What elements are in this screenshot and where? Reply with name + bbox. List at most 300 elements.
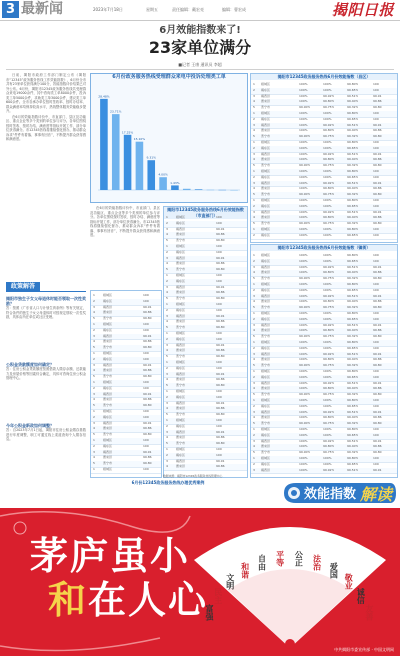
table-cell: 5 bbox=[253, 105, 255, 110]
section-title: 最新闻 bbox=[21, 1, 63, 17]
table-cell: 惠来县 bbox=[176, 290, 186, 295]
table-cell: 100% bbox=[299, 369, 308, 373]
table-cell: 99.80 bbox=[373, 163, 382, 168]
table-cell: 99.91 bbox=[216, 313, 225, 318]
table-cell: 99.91 bbox=[373, 380, 382, 385]
table-cell: 100 bbox=[373, 140, 379, 144]
table-cell: 99.90% bbox=[299, 450, 311, 455]
table-cell: 3 bbox=[166, 342, 168, 347]
table-cell: 99.90% bbox=[299, 134, 311, 139]
table-cell: 榕城区 bbox=[261, 82, 271, 86]
table-cell: 100% bbox=[299, 467, 308, 472]
table-cell: 99.91 bbox=[373, 122, 382, 127]
table-cell: 2 bbox=[93, 327, 95, 332]
table-cell: 99.40% bbox=[347, 128, 359, 133]
table-cell: 揭东区 bbox=[176, 249, 186, 254]
table-cell: 4 bbox=[253, 299, 255, 304]
table-cell: 100 bbox=[216, 278, 222, 283]
table-cell: 榕城区 bbox=[176, 331, 186, 335]
table-cell: 99.80 bbox=[373, 134, 382, 139]
table-cell: 3 bbox=[166, 429, 168, 434]
chart-bar bbox=[124, 135, 132, 190]
table-cell: 1 bbox=[253, 456, 255, 460]
table-cell: 揭东区 bbox=[261, 258, 271, 263]
table-cell: 99.80% bbox=[347, 111, 359, 115]
table-cell: 5 bbox=[253, 163, 255, 168]
table-cell: 5 bbox=[93, 461, 95, 466]
table-cell: 榕城区 bbox=[103, 293, 113, 297]
table-title: 揭阳市12345政务服务热线6月份效能指数（县区） bbox=[251, 74, 397, 80]
table-cell: 99.91 bbox=[216, 342, 225, 347]
table-cell: 揭东区 bbox=[176, 307, 186, 312]
chart-data-label: 1.43% bbox=[170, 180, 180, 185]
table-cell: 99.80 bbox=[373, 305, 382, 310]
table-cell: 99.51% bbox=[347, 151, 359, 156]
table-cell: 2 bbox=[166, 220, 168, 225]
table-cell: 5 bbox=[253, 363, 255, 368]
table-cell: 2 bbox=[253, 374, 255, 379]
table-cell: 普宁市 bbox=[261, 421, 271, 426]
table-cell: 99.91 bbox=[373, 438, 382, 443]
table-cell: 2 bbox=[253, 403, 255, 408]
table-cell: 100 bbox=[216, 249, 222, 254]
table-cell: 100 bbox=[216, 215, 222, 219]
table-cell: 99.51% bbox=[347, 180, 359, 185]
table-cell: 揭西县 bbox=[103, 391, 113, 396]
table-cell: 99.92% bbox=[323, 180, 335, 185]
table-cell: 2 bbox=[253, 461, 255, 466]
table-cell: 99.80 bbox=[373, 221, 382, 226]
table-cell: 99.65% bbox=[347, 432, 359, 437]
table-cell: 普宁市 bbox=[261, 305, 271, 310]
table-cell: 3 bbox=[253, 438, 255, 443]
table-cell: 3 bbox=[253, 351, 255, 356]
table-cell: 99.32% bbox=[347, 192, 359, 197]
table-cell: 1 bbox=[166, 244, 168, 248]
table-cell: 100 bbox=[143, 385, 149, 390]
table-cell: 99.65% bbox=[347, 345, 359, 350]
qa-tag-rule bbox=[6, 291, 86, 292]
table-cell: 5 bbox=[166, 412, 168, 417]
table-cell: 榕城区 bbox=[176, 244, 186, 248]
ad-slogan-line1: 茅庐虽小 bbox=[30, 534, 191, 578]
table-cell: 揭东区 bbox=[261, 403, 271, 408]
table-cell: 99.75% bbox=[323, 305, 335, 310]
table-cell: 100 bbox=[373, 203, 379, 208]
table-cell: 100 bbox=[143, 327, 149, 332]
table-cell: 100% bbox=[299, 82, 308, 86]
table-cell: 揭东区 bbox=[103, 298, 113, 303]
table-cell: 99.75% bbox=[323, 163, 335, 168]
table-cell: 100% bbox=[323, 258, 332, 263]
table-cell: 99.92% bbox=[323, 209, 335, 214]
table-cell: 揭西县 bbox=[261, 264, 271, 269]
table-cell: 3 bbox=[166, 226, 168, 231]
table-cell: 榕城区 bbox=[261, 198, 271, 202]
table-cell: 榕城区 bbox=[261, 253, 271, 257]
table-cell: 100% bbox=[299, 169, 308, 173]
table-cell: 3 bbox=[253, 93, 255, 98]
table-cell: 揭西县 bbox=[176, 284, 186, 289]
table-cell: 100% bbox=[299, 111, 308, 115]
table-cell: 5 bbox=[253, 221, 255, 226]
table-cell: 100 bbox=[373, 345, 379, 350]
table-cell: 揭西县 bbox=[261, 409, 271, 414]
table-cell: 4 bbox=[166, 261, 168, 266]
table-cell: 5 bbox=[253, 134, 255, 139]
table-cell: 揭东区 bbox=[176, 336, 186, 341]
table-cell: 99.32% bbox=[347, 363, 359, 368]
table-cell: 2 bbox=[253, 232, 255, 237]
table-cell: 100 bbox=[143, 467, 149, 471]
table-cell: 100% bbox=[299, 151, 308, 156]
table-cell: 99.92% bbox=[323, 293, 335, 298]
table-cell: 99.86 bbox=[143, 455, 152, 460]
fan-word: 友善 bbox=[364, 604, 375, 621]
table-cell: 普宁市 bbox=[103, 345, 113, 350]
table-cell: 揭西县 bbox=[176, 226, 186, 231]
table-cell: 100% bbox=[323, 140, 332, 144]
table-cell: 1 bbox=[166, 215, 168, 219]
table-cell: 99.80 bbox=[143, 374, 152, 379]
table-cell: 3 bbox=[166, 284, 168, 289]
table-cell: 3 bbox=[166, 255, 168, 260]
table-cell: 榕城区 bbox=[261, 111, 271, 115]
qa-question: 公积金贷款额度如何确定？ bbox=[6, 362, 54, 367]
table-cell: 99.91 bbox=[373, 322, 382, 327]
table-cell: 100 bbox=[373, 253, 379, 257]
table-cell: 100% bbox=[299, 186, 308, 191]
table-cell: 揭东区 bbox=[261, 116, 271, 121]
table-cell: 揭东区 bbox=[103, 443, 113, 448]
table-cell: 1 bbox=[253, 253, 255, 257]
table-cell: 100 bbox=[216, 273, 222, 277]
fan-word: 民主 bbox=[213, 587, 224, 604]
table-cell: 惠来县 bbox=[103, 310, 113, 315]
table-cell: 揭东区 bbox=[261, 374, 271, 379]
table-cell: 100 bbox=[373, 427, 379, 431]
table-cell: 99.92% bbox=[323, 351, 335, 356]
table-cell: 99.90% bbox=[299, 363, 311, 368]
table-cell: 惠来县 bbox=[103, 368, 113, 373]
table-cell: 100 bbox=[373, 198, 379, 202]
table-cell: 榕城区 bbox=[261, 169, 271, 173]
table-cell: 99.80% bbox=[347, 140, 359, 144]
table-cell: 揭东区 bbox=[261, 87, 271, 92]
headline-byline: ■记者 王康 通讯员 李超 bbox=[178, 62, 222, 67]
table-cell: 普宁市 bbox=[261, 105, 271, 110]
table-cell: 榕城区 bbox=[176, 447, 186, 451]
table-cell: 1 bbox=[253, 227, 255, 231]
table-cell: 100 bbox=[216, 365, 222, 370]
table-cell: 99.80% bbox=[323, 299, 335, 304]
table-cell: 榕城区 bbox=[103, 409, 113, 413]
table-cell: 100 bbox=[216, 307, 222, 312]
ad-slogan-line2 bbox=[48, 580, 208, 620]
table-cell: 99.65% bbox=[347, 116, 359, 121]
table-cell: 100% bbox=[299, 293, 308, 298]
table-cell: 100% bbox=[323, 198, 332, 202]
table-cell: 2 bbox=[253, 203, 255, 208]
editor-credit: 责任编辑：戴宏亮 bbox=[172, 7, 204, 12]
table-cell: 99.86 bbox=[373, 157, 382, 162]
table-cell: 99.51% bbox=[347, 93, 359, 98]
table-cell: 1 bbox=[253, 369, 255, 373]
table-cell: 100 bbox=[373, 174, 379, 179]
table-cell: 99.65% bbox=[347, 258, 359, 263]
table-cell: 99.51% bbox=[347, 380, 359, 385]
table-cell: 100% bbox=[299, 116, 308, 121]
table-cell: 99.40% bbox=[347, 215, 359, 220]
table-cell: 100% bbox=[323, 456, 332, 460]
table-cell: 99.91 bbox=[216, 371, 225, 376]
table-cell: 99.80 bbox=[216, 383, 225, 388]
table-cell: 5 bbox=[166, 267, 168, 272]
table-cell: 5 bbox=[166, 383, 168, 388]
table-cell: 100% bbox=[299, 180, 308, 185]
table-cell: 100 bbox=[216, 389, 222, 393]
table-cell: 1 bbox=[93, 293, 95, 297]
table-cell: 100% bbox=[323, 432, 332, 437]
table-cell: 3 bbox=[253, 122, 255, 127]
results-table-right-bottom bbox=[250, 244, 398, 478]
table-cell: 揭西县 bbox=[176, 255, 186, 260]
table-cell: 99.80 bbox=[216, 412, 225, 417]
table-cell: 99.92% bbox=[323, 122, 335, 127]
fan-word: 富强 bbox=[205, 604, 216, 621]
table-cell: 99.65% bbox=[347, 403, 359, 408]
table-cell: 99.91 bbox=[373, 409, 382, 414]
table-cell: 99.80% bbox=[347, 198, 359, 202]
table-cell: 2 bbox=[253, 116, 255, 121]
table-cell: 99.80 bbox=[216, 354, 225, 359]
table-cell: 100% bbox=[299, 456, 308, 460]
chart-data-label: 9.31% bbox=[146, 155, 157, 160]
table-cell: 100% bbox=[299, 340, 308, 344]
table-title: 揭阳市12345政务服务热线6月份效能指数（市直部门） bbox=[164, 207, 247, 219]
table-cell: 99.80% bbox=[347, 311, 359, 315]
table-cell: 揭西县 bbox=[103, 362, 113, 367]
table-cell: 99.32% bbox=[347, 134, 359, 139]
table-cell: 99.86 bbox=[216, 319, 225, 324]
table-cell: 99.91 bbox=[216, 226, 225, 231]
table-cell: 99.92% bbox=[323, 438, 335, 443]
table-cell: 99.32% bbox=[347, 450, 359, 455]
table-cell: 惠来县 bbox=[176, 261, 186, 266]
chart-bar bbox=[159, 177, 167, 190]
table-cell: 99.91 bbox=[373, 180, 382, 185]
table-cell: 100 bbox=[216, 336, 222, 341]
table-cell: 99.91 bbox=[373, 209, 382, 214]
table-row bbox=[164, 464, 247, 471]
table-cell: 99.91 bbox=[143, 333, 152, 338]
table-cell: 100 bbox=[373, 282, 379, 286]
table-cell: 2 bbox=[253, 432, 255, 437]
table-cell: 100 bbox=[216, 452, 222, 457]
table-cell: 5 bbox=[93, 374, 95, 379]
table-cell: 2 bbox=[253, 87, 255, 92]
headline-divider bbox=[6, 69, 394, 70]
qa-answer: 答：住房公积金贷款额度按照借款人缴存余额、还款能力及房屋价格等因素综合确定，具体可咨询住房公积金管理中心。 bbox=[6, 367, 86, 380]
table-cell: 99.51% bbox=[347, 293, 359, 298]
table-cell: 5 bbox=[253, 276, 255, 281]
table-cell: 100% bbox=[299, 93, 308, 98]
fan-word: 和谐 bbox=[240, 562, 251, 579]
table-cell: 100% bbox=[299, 380, 308, 385]
table-cell: 100 bbox=[373, 432, 379, 437]
table-cell: 100% bbox=[323, 227, 332, 231]
table-cell: 4 bbox=[93, 426, 95, 431]
table-cell: 99.86 bbox=[373, 386, 382, 391]
table-cell: 99.32% bbox=[347, 305, 359, 310]
table-cell: 揭西县 bbox=[176, 342, 186, 347]
table-cell: 榕城区 bbox=[261, 369, 271, 373]
table-cell: 惠来县 bbox=[261, 157, 271, 162]
table-cell: 100 bbox=[373, 111, 379, 115]
table-cell: 100 bbox=[216, 331, 222, 335]
table-cell: 揭西县 bbox=[261, 293, 271, 298]
table-cell: 99.80% bbox=[323, 415, 335, 420]
table-cell: 3 bbox=[253, 380, 255, 385]
results-table-right-top bbox=[250, 73, 398, 243]
table-cell: 3 bbox=[253, 264, 255, 269]
table-cell: 100% bbox=[323, 287, 332, 292]
case-table-title: 6月份12345政务服务热线办理优秀案例 bbox=[131, 480, 205, 485]
table-cell: 99.80% bbox=[347, 427, 359, 431]
table-cell: 100% bbox=[299, 415, 308, 420]
table-cell: 惠来县 bbox=[103, 455, 113, 460]
table-cell: 99.80% bbox=[347, 227, 359, 231]
table-cell: 3 bbox=[93, 391, 95, 396]
table-cell: 99.80% bbox=[323, 328, 335, 333]
table-cell: 100% bbox=[323, 282, 332, 286]
table-cell: 99.91 bbox=[143, 304, 152, 309]
table-cell: 惠来县 bbox=[103, 426, 113, 431]
table-cell: 2 bbox=[93, 356, 95, 361]
table-cell: 100% bbox=[323, 253, 332, 257]
table-cell: 5 bbox=[93, 316, 95, 321]
table-cell: 100 bbox=[373, 258, 379, 263]
table-cell: 100% bbox=[299, 322, 308, 327]
table-cell: 99.91 bbox=[373, 264, 382, 269]
explain-badge bbox=[280, 480, 398, 506]
table-cell: 1 bbox=[253, 111, 255, 115]
table-row bbox=[251, 233, 397, 240]
table-cell: 2 bbox=[253, 345, 255, 350]
table-cell: 99.51% bbox=[347, 351, 359, 356]
table-cell: 5 bbox=[93, 345, 95, 350]
table-cell: 4 bbox=[253, 157, 255, 162]
table-cell: 99.32% bbox=[347, 221, 359, 226]
ad-slogan-highlight: 和 bbox=[48, 578, 89, 622]
table-cell: 揭西县 bbox=[176, 313, 186, 318]
table-cell: 1 bbox=[166, 331, 168, 335]
table-cell: 惠来县 bbox=[261, 328, 271, 333]
table-cell: 99.80% bbox=[347, 369, 359, 373]
table-cell: 揭西县 bbox=[176, 400, 186, 405]
table-cell: 100% bbox=[323, 369, 332, 373]
table-cell: 100 bbox=[373, 82, 379, 86]
table-cell: 99.80% bbox=[347, 169, 359, 173]
table-cell: 99.91 bbox=[216, 284, 225, 289]
qa-list bbox=[6, 296, 86, 504]
fan-word: 平等 bbox=[275, 550, 286, 567]
table-cell: 99.80% bbox=[347, 340, 359, 344]
table-cell: 榕城区 bbox=[103, 322, 113, 326]
table-cell: 3 bbox=[166, 371, 168, 376]
table-cell: 2 bbox=[166, 423, 168, 428]
table-cell: 3 bbox=[253, 209, 255, 214]
table-cell: 揭西县 bbox=[261, 438, 271, 443]
table-cell: 1 bbox=[253, 198, 255, 202]
table-cell: 99.92% bbox=[323, 151, 335, 156]
table-cell: 4 bbox=[166, 435, 168, 440]
table-cell: 榕城区 bbox=[261, 282, 271, 286]
table-cell: 普宁市 bbox=[176, 412, 186, 417]
table-cell: 99.40% bbox=[347, 328, 359, 333]
table-cell: 惠来县 bbox=[261, 128, 271, 133]
fan-word: 自由 bbox=[257, 554, 268, 571]
table-cell: 揭西县 bbox=[176, 458, 186, 463]
table-cell: 揭东区 bbox=[261, 316, 271, 321]
core-values-fan bbox=[188, 520, 393, 650]
table-cell: 99.91 bbox=[216, 458, 225, 463]
table-cell: 100% bbox=[299, 209, 308, 214]
table-cell: 99.86 bbox=[373, 128, 382, 133]
table-cell: 5 bbox=[253, 421, 255, 426]
table-cell: 4 bbox=[166, 290, 168, 295]
table-cell: 100% bbox=[299, 427, 308, 431]
table-cell: 99.91 bbox=[216, 255, 225, 260]
table-cell: 4 bbox=[93, 455, 95, 460]
table-cell: 99.80% bbox=[323, 128, 335, 133]
table-cell: 99.75% bbox=[323, 392, 335, 397]
table-cell: 99.80 bbox=[143, 316, 152, 321]
table-cell: 100 bbox=[216, 244, 222, 248]
table-cell: 99.40% bbox=[347, 357, 359, 362]
table-cell: 99.80% bbox=[323, 357, 335, 362]
table-cell: 2 bbox=[93, 298, 95, 303]
table-cell: 99.86 bbox=[216, 435, 225, 440]
table-cell: 惠来县 bbox=[261, 270, 271, 275]
table-cell: 100 bbox=[373, 456, 379, 460]
table-cell: 揭东区 bbox=[261, 203, 271, 208]
table-cell: 榕城区 bbox=[261, 456, 271, 460]
table-cell: 99.75% bbox=[323, 450, 335, 455]
table-cell: 5 bbox=[253, 334, 255, 339]
table-cell: 4 bbox=[253, 270, 255, 275]
table-cell: 100% bbox=[299, 157, 308, 162]
table-cell: 普宁市 bbox=[176, 383, 186, 388]
table-cell: 99.80 bbox=[373, 421, 382, 426]
table-cell: 揭西县 bbox=[261, 180, 271, 185]
table-cell: 100% bbox=[323, 340, 332, 344]
table-cell: 3 bbox=[166, 458, 168, 463]
table-cell: 99.51% bbox=[347, 264, 359, 269]
table-cell: 揭西县 bbox=[261, 467, 271, 472]
table-cell: 99.75% bbox=[323, 221, 335, 226]
table-cell: 99.90% bbox=[299, 221, 311, 226]
table-cell: 揭东区 bbox=[261, 287, 271, 292]
table-cell: 5 bbox=[166, 325, 168, 330]
table-cell: 99.51% bbox=[347, 322, 359, 327]
table-cell: 99.80% bbox=[323, 386, 335, 391]
table-cell: 1 bbox=[93, 409, 95, 413]
table-cell: 99.90% bbox=[299, 392, 311, 397]
table-cell: 99.86 bbox=[216, 232, 225, 237]
table-cell: 3 bbox=[253, 180, 255, 185]
table-cell: 99.65% bbox=[347, 374, 359, 379]
